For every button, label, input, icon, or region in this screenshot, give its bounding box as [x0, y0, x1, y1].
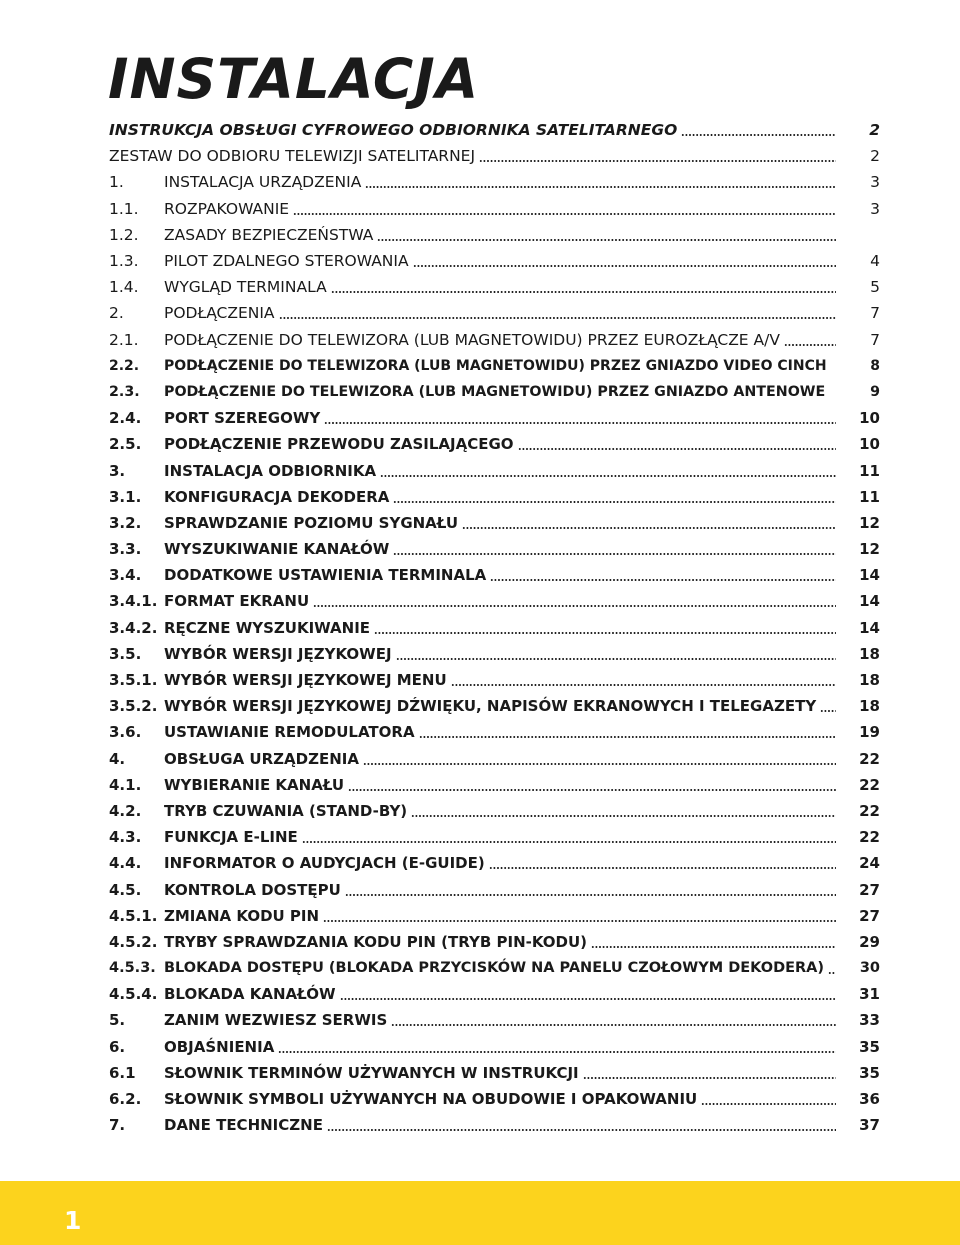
toc-entry-page: 10 [859, 409, 880, 428]
toc-dot-leader [829, 396, 836, 398]
toc-entry-number: 3.4. [109, 566, 142, 585]
toc-entry-number: 3.6. [109, 723, 142, 742]
toc-entry-page: 8 [870, 357, 880, 374]
toc-entry-page: 24 [859, 854, 880, 873]
toc-entry-title: KONFIGURACJA DEKODERA [164, 487, 390, 506]
toc-entry-title: TRYB CZUWANIA (STAND-BY) [164, 801, 408, 820]
toc-entry-number: 2.2. [109, 357, 140, 374]
toc-dot-leader [396, 658, 836, 660]
page-title: INSTALACJA [108, 47, 480, 111]
toc-entry-page: 10 [859, 435, 880, 454]
toc-entry[interactable] [109, 903, 880, 929]
toc-entry-page: 3 [870, 199, 880, 218]
toc-entry-number: 4.2. [109, 801, 142, 820]
toc-entry-page: 12 [859, 540, 880, 559]
toc-entry-number: 3.4.1. [109, 592, 158, 611]
toc-dot-leader [591, 946, 836, 948]
toc-entry[interactable] [109, 169, 880, 195]
toc-dot-leader [831, 370, 836, 372]
toc-entry[interactable] [109, 850, 880, 876]
toc-entry[interactable] [109, 143, 880, 169]
toc-entry-title: OBJAŚNIENIA [164, 1037, 275, 1056]
toc-dot-leader [701, 1103, 836, 1105]
toc-entry-title: SŁOWNIK TERMINÓW UŻYWANYCH W INSTRUKCJI [164, 1063, 579, 1082]
toc-dot-leader [331, 291, 836, 293]
toc-dot-leader [345, 894, 836, 896]
toc-dot-leader [479, 160, 836, 162]
toc-entry-page: 2 [870, 147, 880, 166]
toc-entry-title: WYBÓR WERSJI JĘZYKOWEJ [164, 644, 392, 663]
toc-entry-title: PILOT ZDALNEGO STEROWANIA [164, 252, 409, 271]
toc-entry-page: 7 [870, 330, 880, 349]
toc-entry[interactable] [109, 876, 880, 902]
toc-entry[interactable] [109, 615, 880, 641]
toc-dot-leader [313, 605, 836, 607]
toc-dot-leader [323, 920, 836, 922]
toc-entry-title: SŁOWNIK SYMBOLI UŻYWANYCH NA OBUDOWIE I OPAKOWANIU [164, 1090, 698, 1109]
toc-entry-title: FORMAT EKRANU [164, 592, 310, 611]
toc-dot-leader [377, 239, 836, 241]
toc-entry-title: WYBÓR WERSJI JĘZYKOWEJ DŹWIĘKU, NAPISÓW EKRANOWYCH I TELEGAZETY [164, 697, 817, 716]
toc-entry-number: 3.4.2. [109, 618, 158, 637]
toc-entry[interactable] [109, 772, 880, 798]
toc-entry-number: 4.5.4. [109, 985, 158, 1004]
toc-dot-leader [393, 553, 836, 555]
toc-entry-title: WYGLĄD TERMINALA [164, 278, 327, 297]
toc-dot-leader [293, 213, 836, 215]
toc-entry-title: PODŁĄCZENIE DO TELEWIZORA (LUB MAGNETOWIDU) PRZEZ GNIAZDO VIDEO CINCH [164, 357, 827, 374]
toc-entry-title: INFORMATOR O AUDYCJACH (E-GUIDE) [164, 854, 485, 873]
toc-entry[interactable] [109, 536, 880, 562]
toc-dot-leader [279, 317, 836, 319]
toc-dot-leader [681, 134, 836, 136]
toc-dot-leader [583, 1077, 836, 1079]
toc-dot-leader [363, 763, 836, 765]
toc-dot-leader [411, 815, 836, 817]
toc-entry-title: PODŁĄCZENIE PRZEWODU ZASILAJĄCEGO [164, 435, 514, 454]
toc-dot-leader [490, 579, 836, 581]
toc-entry-page: 18 [859, 671, 880, 690]
toc-entry-title: ROZPAKOWANIE [164, 199, 290, 218]
toc-entry-title: INSTALACJA ODBIORNIKA [164, 461, 377, 480]
toc-entry-page: 19 [859, 723, 880, 742]
toc-dot-leader [340, 998, 836, 1000]
toc-entry-number: 6. [109, 1037, 126, 1056]
toc-entry-number: 2.3. [109, 383, 140, 400]
toc-entry-title: SPRAWDZANIE POZIOMU SYGNAŁU [164, 513, 459, 532]
toc-entry-page: 2 [869, 121, 880, 140]
toc-entry-number: 3.5.1. [109, 671, 158, 690]
toc-entry[interactable] [109, 1112, 880, 1138]
toc-entry-page: 12 [859, 513, 880, 532]
toc-entry-number: 2.4. [109, 409, 142, 428]
toc-entry-page: 30 [859, 960, 880, 977]
toc-entry-page: 7 [870, 304, 880, 323]
toc-entry-number: 7. [109, 1116, 126, 1135]
toc-entry[interactable] [109, 562, 880, 588]
toc-dot-leader [413, 265, 836, 267]
toc-entry-page: 27 [859, 906, 880, 925]
toc-entry-title: FUNKCJA E-LINE [164, 828, 298, 847]
toc-entry-title: WYBIERANIE KANAŁU [164, 775, 345, 794]
toc-entry[interactable] [109, 824, 880, 850]
toc-dot-leader [391, 1024, 836, 1026]
toc-dot-leader [393, 501, 836, 503]
toc-entry-page: 22 [859, 801, 880, 820]
toc-entry[interactable] [109, 327, 880, 353]
toc-entry-page: 5 [870, 278, 880, 297]
toc-entry-number: 1.1. [109, 199, 139, 218]
toc-entry-page: 27 [859, 880, 880, 899]
toc-entry[interactable] [109, 1086, 880, 1112]
toc-entry-title: INSTRUKCJA OBSŁUGI CYFROWEGO ODBIORNIKA SATELITARNEGO [109, 121, 678, 140]
toc-entry-number: 3.1. [109, 487, 142, 506]
toc-entry-number: 5. [109, 1011, 126, 1030]
toc-entry-number: 2.1. [109, 330, 139, 349]
toc-entry-page: 14 [859, 592, 880, 611]
page-number: 1 [64, 1206, 82, 1235]
toc-dot-leader [489, 867, 836, 869]
toc-entry-title: RĘCZNE WYSZUKIWANIE [164, 618, 371, 637]
toc-entry-title: PORT SZEREGOWY [164, 409, 321, 428]
toc-entry[interactable] [109, 798, 880, 824]
toc-entry-title: INSTALACJA URZĄDZENIA [164, 173, 362, 192]
toc-entry-title: PODŁĄCZENIE DO TELEWIZORA (LUB MAGNETOWIDU) PRZEZ GNIAZDO ANTENOWE [164, 383, 826, 400]
toc-entry[interactable] [109, 667, 880, 693]
toc-dot-leader [324, 422, 836, 424]
footer-bar [0, 1181, 960, 1245]
toc-entry-title: ZMIANA KODU PIN [164, 906, 320, 925]
toc-entry-title: ZANIM WEZWIESZ SERWIS [164, 1011, 388, 1030]
toc-dot-leader [380, 475, 836, 477]
toc-entry[interactable] [109, 196, 880, 222]
toc-entry-number: 1.4. [109, 278, 139, 297]
toc-entry[interactable] [109, 588, 880, 614]
toc-entry[interactable] [109, 746, 880, 772]
toc-entry-page: 22 [859, 775, 880, 794]
toc-entry-number: 4.4. [109, 854, 142, 873]
toc-entry-page: 18 [859, 697, 880, 716]
toc-entry[interactable] [109, 1007, 880, 1033]
toc-entry-page: 37 [859, 1116, 880, 1135]
toc-entry[interactable] [109, 719, 880, 745]
toc-entry-page: 3 [870, 173, 880, 192]
toc-entry[interactable] [109, 955, 880, 981]
table-of-contents [109, 117, 880, 1138]
toc-entry-number: 3.5.2. [109, 697, 158, 716]
toc-entry-number: 3.3. [109, 540, 142, 559]
toc-entry-page: 18 [859, 644, 880, 663]
toc-dot-leader [518, 448, 836, 450]
toc-entry-number: 4.5.1. [109, 906, 158, 925]
toc-dot-leader [302, 841, 836, 843]
toc-entry[interactable] [109, 274, 880, 300]
toc-dot-leader [327, 1129, 836, 1131]
toc-entry-page: 35 [859, 1063, 880, 1082]
toc-entry-number: 4. [109, 749, 126, 768]
toc-entry-page: 35 [859, 1037, 880, 1056]
toc-entry[interactable] [109, 981, 880, 1007]
toc-entry-number: 2. [109, 304, 124, 323]
toc-entry[interactable] [109, 353, 880, 379]
toc-entry-title: DODATKOWE USTAWIENIA TERMINALA [164, 566, 487, 585]
toc-entry-number: 4.5.3. [109, 960, 156, 977]
toc-entry-number: 2.5. [109, 435, 142, 454]
toc-entry-number: 6.2. [109, 1090, 142, 1109]
toc-entry-title: USTAWIANIE REMODULATORA [164, 723, 415, 742]
toc-entry-title: ZASADY BEZPIECZEŃSTWA [164, 225, 374, 244]
toc-entry-title: BLOKADA KANAŁÓW [164, 985, 336, 1004]
toc-entry[interactable] [109, 405, 880, 431]
toc-entry[interactable] [109, 431, 880, 457]
toc-dot-leader [365, 186, 836, 188]
toc-dot-leader [348, 789, 836, 791]
toc-dot-leader [820, 710, 836, 712]
toc-entry-page: 9 [870, 383, 880, 400]
toc-dot-leader [419, 736, 836, 738]
toc-entry-number: 3.2. [109, 513, 142, 532]
toc-dot-leader [462, 527, 836, 529]
toc-entry-number: 1.2. [109, 225, 139, 244]
toc-entry-title: PODŁĄCZENIA [164, 304, 275, 323]
toc-entry-number: 4.5.2. [109, 932, 158, 951]
toc-entry-page: 14 [859, 566, 880, 585]
toc-entry-page: 31 [859, 985, 880, 1004]
toc-entry-title: DANE TECHNICZNE [164, 1116, 323, 1135]
toc-entry-number: 4.3. [109, 828, 142, 847]
toc-entry-page: 4 [870, 252, 880, 271]
toc-entry-title: OBSŁUGA URZĄDZENIA [164, 749, 359, 768]
toc-entry-page: 11 [859, 487, 880, 506]
toc-entry-title: ZESTAW DO ODBIORU TELEWIZJI SATELITARNEJ [109, 147, 476, 166]
toc-entry-title: TRYBY SPRAWDZANIA KODU PIN (TRYB PIN-KODU) [164, 932, 588, 951]
toc-entry[interactable] [109, 248, 880, 274]
toc-entry-number: 6.1 [109, 1063, 136, 1082]
toc-entry-number: 3. [109, 461, 126, 480]
toc-dot-leader [451, 684, 836, 686]
toc-entry-title: WYSZUKIWANIE KANAŁÓW [164, 540, 390, 559]
toc-entry[interactable] [109, 1060, 880, 1086]
toc-entry-page: 36 [859, 1090, 880, 1109]
toc-dot-leader [784, 344, 836, 346]
toc-entry[interactable] [109, 379, 880, 405]
toc-entry-number: 1.3. [109, 252, 139, 271]
toc-entry[interactable] [109, 117, 880, 143]
toc-entry[interactable] [109, 929, 880, 955]
toc-entry-page: 14 [859, 618, 880, 637]
toc-entry-title: KONTROLA DOSTĘPU [164, 880, 341, 899]
toc-dot-leader [828, 972, 836, 974]
toc-entry-number: 3.5. [109, 644, 142, 663]
toc-entry-page: 11 [859, 461, 880, 480]
toc-entry-number: 4.5. [109, 880, 142, 899]
toc-entry-page: 22 [859, 828, 880, 847]
toc-entry-title: BLOKADA DOSTĘPU (BLOKADA PRZYCISKÓW NA PANELU CZOŁOWYM DEKODERA) [164, 960, 825, 977]
toc-entry[interactable] [109, 510, 880, 536]
toc-entry-title: PODŁĄCZENIE DO TELEWIZORA (LUB MAGNETOWIDU) PRZEZ EUROZŁĄCZE A/V [164, 330, 780, 349]
toc-entry[interactable] [109, 641, 880, 667]
toc-entry-page: 22 [859, 749, 880, 768]
toc-entry-page: 33 [859, 1011, 880, 1030]
toc-dot-leader [374, 632, 836, 634]
toc-entry-title: WYBÓR WERSJI JĘZYKOWEJ MENU [164, 671, 447, 690]
toc-entry-number: 1. [109, 173, 124, 192]
toc-entry[interactable] [109, 457, 880, 483]
toc-entry[interactable] [109, 484, 880, 510]
toc-entry-number: 4.1. [109, 775, 142, 794]
toc-entry-page: 29 [859, 932, 880, 951]
toc-dot-leader [278, 1051, 836, 1053]
toc-entry[interactable] [109, 300, 880, 326]
toc-entry[interactable] [109, 1034, 880, 1060]
toc-entry[interactable] [109, 222, 880, 248]
toc-entry[interactable] [109, 693, 880, 719]
